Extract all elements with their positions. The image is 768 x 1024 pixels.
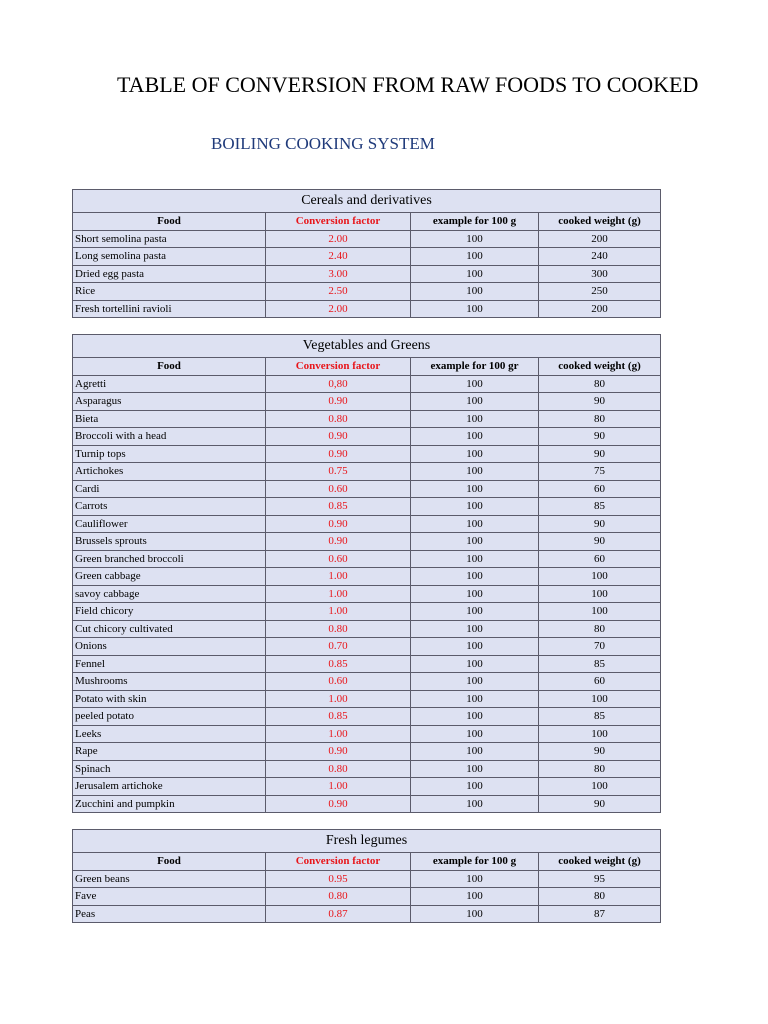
cooked-weight-column-header: cooked weight (g) <box>539 358 661 376</box>
cooked-weight-cell: 75 <box>539 463 661 481</box>
example-cell: 100 <box>411 230 539 248</box>
food-cell: Turnip tops <box>73 445 266 463</box>
table-row <box>73 375 661 393</box>
cooked-weight-cell: 200 <box>539 230 661 248</box>
cooked-weight-cell: 100 <box>539 690 661 708</box>
food-cell: Agretti <box>73 375 266 393</box>
example-cell: 100 <box>411 300 539 318</box>
table-row <box>73 533 661 551</box>
example-cell: 100 <box>411 795 539 813</box>
conversion-factor-cell: 0.90 <box>266 743 411 761</box>
table-row <box>73 550 661 568</box>
conversion-factor-cell: 2.00 <box>266 230 411 248</box>
cooked-weight-cell: 250 <box>539 283 661 301</box>
table-row <box>73 463 661 481</box>
example-cell: 100 <box>411 480 539 498</box>
food-cell: Mushrooms <box>73 673 266 691</box>
table-row <box>73 300 661 318</box>
example-cell: 100 <box>411 655 539 673</box>
food-cell: savoy cabbage <box>73 585 266 603</box>
example-cell: 100 <box>411 498 539 516</box>
food-cell: Fennel <box>73 655 266 673</box>
example-cell: 100 <box>411 375 539 393</box>
food-cell: Potato with skin <box>73 690 266 708</box>
food-cell: Cauliflower <box>73 515 266 533</box>
example-cell: 100 <box>411 870 539 888</box>
conversion-factor-cell: 0.60 <box>266 673 411 691</box>
example-cell: 100 <box>411 248 539 266</box>
table-row <box>73 905 661 923</box>
cooked-weight-cell: 95 <box>539 870 661 888</box>
conversion-factor-cell: 0.85 <box>266 655 411 673</box>
example-cell: 100 <box>411 673 539 691</box>
conversion-factor-cell: 0.85 <box>266 708 411 726</box>
conversion-factor-cell: 0.80 <box>266 760 411 778</box>
cooked-weight-cell: 85 <box>539 655 661 673</box>
cooked-weight-cell: 100 <box>539 778 661 796</box>
conversion-factor-cell: 2.50 <box>266 283 411 301</box>
table-row <box>73 428 661 446</box>
cooked-weight-cell: 90 <box>539 445 661 463</box>
food-column-header: Food <box>73 213 266 231</box>
cooked-weight-cell: 100 <box>539 603 661 621</box>
page-title: TABLE OF CONVERSION FROM RAW FOODS TO COOKED <box>117 72 699 97</box>
table-row <box>73 515 661 533</box>
cooked-weight-cell: 80 <box>539 375 661 393</box>
food-column-header: Food <box>73 853 266 871</box>
table-row <box>73 673 661 691</box>
table-row <box>73 445 661 463</box>
cooked-weight-cell: 90 <box>539 428 661 446</box>
food-cell: Field chicory <box>73 603 266 621</box>
cooked-weight-cell: 85 <box>539 708 661 726</box>
conversion-factor-cell: 1.00 <box>266 725 411 743</box>
table-header-row <box>73 213 661 231</box>
example-cell: 100 <box>411 603 539 621</box>
conversion-factor-cell: 1.00 <box>266 585 411 603</box>
table-row <box>73 795 661 813</box>
conversion-factor-column-header: Conversion factor <box>266 853 411 871</box>
table-row <box>73 230 661 248</box>
section-subtitle: BOILING COOKING SYSTEM <box>211 134 435 153</box>
food-cell: Rape <box>73 743 266 761</box>
example-cell: 100 <box>411 428 539 446</box>
conversion-factor-cell: 1.00 <box>266 778 411 796</box>
food-cell: Fave <box>73 888 266 906</box>
table-row <box>73 690 661 708</box>
cooked-weight-cell: 80 <box>539 760 661 778</box>
example-cell: 100 <box>411 760 539 778</box>
table-row <box>73 283 661 301</box>
cooked-weight-cell: 80 <box>539 620 661 638</box>
example-cell: 100 <box>411 690 539 708</box>
conversion-factor-cell: 3.00 <box>266 265 411 283</box>
cereals-table <box>72 189 661 318</box>
table-row <box>73 708 661 726</box>
example-cell: 100 <box>411 888 539 906</box>
table-row <box>73 725 661 743</box>
conversion-factor-cell: 0.87 <box>266 905 411 923</box>
example-column-header: example for 100 g <box>411 213 539 231</box>
cooked-weight-cell: 80 <box>539 410 661 428</box>
table-row <box>73 265 661 283</box>
table-section-title: Cereals and derivatives <box>73 190 661 213</box>
food-cell: Green cabbage <box>73 568 266 586</box>
table-row <box>73 870 661 888</box>
conversion-factor-cell: 0.80 <box>266 410 411 428</box>
conversion-factor-cell: 0.90 <box>266 445 411 463</box>
conversion-factor-cell: 0,80 <box>266 375 411 393</box>
table-row <box>73 248 661 266</box>
example-cell: 100 <box>411 283 539 301</box>
vegetables-table <box>72 334 661 813</box>
table-row <box>73 743 661 761</box>
food-cell: Jerusalem artichoke <box>73 778 266 796</box>
table-row <box>73 410 661 428</box>
food-cell: Brussels sprouts <box>73 533 266 551</box>
cooked-weight-cell: 90 <box>539 393 661 411</box>
example-cell: 100 <box>411 265 539 283</box>
example-cell: 100 <box>411 445 539 463</box>
example-cell: 100 <box>411 550 539 568</box>
table-row <box>73 888 661 906</box>
table-row <box>73 760 661 778</box>
food-column-header: Food <box>73 358 266 376</box>
conversion-factor-cell: 0.90 <box>266 533 411 551</box>
example-cell: 100 <box>411 533 539 551</box>
example-cell: 100 <box>411 638 539 656</box>
cooked-weight-cell: 100 <box>539 725 661 743</box>
conversion-factor-cell: 0.75 <box>266 463 411 481</box>
cooked-weight-cell: 85 <box>539 498 661 516</box>
table-row <box>73 620 661 638</box>
cooked-weight-cell: 240 <box>539 248 661 266</box>
food-cell: Cut chicory cultivated <box>73 620 266 638</box>
food-cell: Green beans <box>73 870 266 888</box>
food-cell: peeled potato <box>73 708 266 726</box>
cooked-weight-cell: 90 <box>539 533 661 551</box>
conversion-factor-cell: 0.90 <box>266 428 411 446</box>
conversion-factor-cell: 0.60 <box>266 480 411 498</box>
conversion-factor-cell: 0.90 <box>266 515 411 533</box>
food-cell: Zucchini and pumpkin <box>73 795 266 813</box>
example-column-header: example for 100 gr <box>411 358 539 376</box>
table-header-row <box>73 853 661 871</box>
food-cell: Broccoli with a head <box>73 428 266 446</box>
food-cell: Green branched broccoli <box>73 550 266 568</box>
food-cell: Dried egg pasta <box>73 265 266 283</box>
food-cell: Peas <box>73 905 266 923</box>
conversion-factor-cell: 0.90 <box>266 795 411 813</box>
food-cell: Onions <box>73 638 266 656</box>
conversion-factor-cell: 0.85 <box>266 498 411 516</box>
conversion-factor-column-header: Conversion factor <box>266 358 411 376</box>
example-cell: 100 <box>411 585 539 603</box>
cooked-weight-cell: 87 <box>539 905 661 923</box>
conversion-factor-cell: 1.00 <box>266 603 411 621</box>
example-column-header: example for 100 g <box>411 853 539 871</box>
table-row <box>73 498 661 516</box>
table-section-title: Vegetables and Greens <box>73 335 661 358</box>
food-cell: Asparagus <box>73 393 266 411</box>
example-cell: 100 <box>411 410 539 428</box>
food-cell: Cardi <box>73 480 266 498</box>
conversion-factor-column-header: Conversion factor <box>266 213 411 231</box>
conversion-factor-cell: 2.40 <box>266 248 411 266</box>
conversion-factor-cell: 0.70 <box>266 638 411 656</box>
conversion-factor-cell: 0.80 <box>266 620 411 638</box>
conversion-factor-cell: 1.00 <box>266 568 411 586</box>
conversion-factor-cell: 0.90 <box>266 393 411 411</box>
food-cell: Spinach <box>73 760 266 778</box>
cooked-weight-cell: 90 <box>539 795 661 813</box>
cooked-weight-cell: 60 <box>539 673 661 691</box>
example-cell: 100 <box>411 463 539 481</box>
example-cell: 100 <box>411 778 539 796</box>
table-row <box>73 778 661 796</box>
table-section-title: Fresh legumes <box>73 830 661 853</box>
table-row <box>73 480 661 498</box>
example-cell: 100 <box>411 708 539 726</box>
conversion-factor-cell: 1.00 <box>266 690 411 708</box>
food-cell: Rice <box>73 283 266 301</box>
cooked-weight-cell: 90 <box>539 743 661 761</box>
table-header-row <box>73 358 661 376</box>
conversion-factor-cell: 0.80 <box>266 888 411 906</box>
table-row <box>73 568 661 586</box>
cooked-weight-cell: 80 <box>539 888 661 906</box>
food-cell: Bieta <box>73 410 266 428</box>
conversion-factor-cell: 2.00 <box>266 300 411 318</box>
table-row <box>73 585 661 603</box>
table-row <box>73 638 661 656</box>
cooked-weight-column-header: cooked weight (g) <box>539 853 661 871</box>
cooked-weight-cell: 100 <box>539 585 661 603</box>
conversion-factor-cell: 0.95 <box>266 870 411 888</box>
table-row <box>73 393 661 411</box>
legumes-table <box>72 829 661 923</box>
example-cell: 100 <box>411 743 539 761</box>
food-cell: Long semolina pasta <box>73 248 266 266</box>
food-cell: Artichokes <box>73 463 266 481</box>
cooked-weight-cell: 60 <box>539 550 661 568</box>
table-row <box>73 603 661 621</box>
table-row <box>73 655 661 673</box>
example-cell: 100 <box>411 905 539 923</box>
example-cell: 100 <box>411 725 539 743</box>
cooked-weight-column-header: cooked weight (g) <box>539 213 661 231</box>
food-cell: Fresh tortellini ravioli <box>73 300 266 318</box>
example-cell: 100 <box>411 393 539 411</box>
cooked-weight-cell: 100 <box>539 568 661 586</box>
cooked-weight-cell: 60 <box>539 480 661 498</box>
example-cell: 100 <box>411 515 539 533</box>
cooked-weight-cell: 70 <box>539 638 661 656</box>
food-cell: Leeks <box>73 725 266 743</box>
food-cell: Short semolina pasta <box>73 230 266 248</box>
food-cell: Carrots <box>73 498 266 516</box>
cooked-weight-cell: 300 <box>539 265 661 283</box>
cooked-weight-cell: 90 <box>539 515 661 533</box>
conversion-factor-cell: 0.60 <box>266 550 411 568</box>
cooked-weight-cell: 200 <box>539 300 661 318</box>
example-cell: 100 <box>411 568 539 586</box>
example-cell: 100 <box>411 620 539 638</box>
